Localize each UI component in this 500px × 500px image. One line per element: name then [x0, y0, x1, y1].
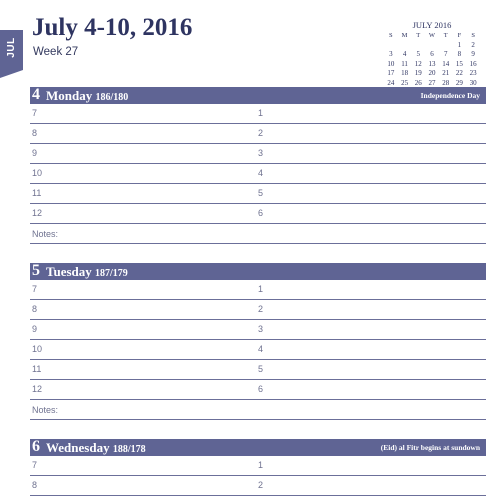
holiday-label: (Eid) al Fitr begins at sundown — [380, 443, 480, 452]
time-label-pm: 6 — [258, 208, 264, 218]
time-row[interactable] — [30, 320, 486, 340]
notes-label: Notes: — [32, 229, 59, 239]
time-label-am: 8 — [32, 128, 38, 138]
notes-row[interactable] — [30, 400, 486, 420]
time-label-am: 8 — [32, 480, 38, 490]
day-name-wrap — [46, 264, 128, 280]
time-row[interactable] — [30, 300, 486, 320]
time-row[interactable] — [30, 204, 486, 224]
time-label-pm: 2 — [258, 128, 264, 138]
time-label-am: 10 — [32, 168, 43, 178]
page-title: July 4-10, 2016 — [32, 14, 193, 41]
day-name-wrap — [46, 440, 146, 456]
mini-calendar-date[interactable]: 29 — [455, 78, 463, 87]
time-label-pm: 5 — [258, 188, 264, 198]
day-count: 187/179 — [95, 268, 128, 279]
mini-calendar-date[interactable]: 28 — [442, 78, 450, 87]
notes-row[interactable] — [30, 224, 486, 244]
mini-calendar-date[interactable]: 4 — [402, 50, 407, 59]
time-label-pm: 1 — [258, 284, 264, 294]
day-name-wrap — [46, 88, 128, 104]
time-label-pm: 4 — [258, 344, 264, 354]
mini-calendar-title: JULY 2016 — [412, 20, 452, 30]
day-name: Wednesday — [46, 440, 110, 455]
mini-calendar-date[interactable]: 24 — [387, 78, 395, 87]
mini-calendar-date[interactable]: 13 — [428, 59, 436, 68]
day-header — [30, 439, 486, 456]
day-section-monday — [30, 87, 486, 244]
day-section-tuesday — [30, 263, 486, 420]
time-label-pm: 4 — [258, 168, 264, 178]
mini-calendar-date[interactable]: 27 — [428, 78, 436, 87]
mini-calendar-date — [411, 41, 425, 51]
mini-calendar-date[interactable]: 14 — [442, 59, 450, 68]
notes-label: Notes: — [32, 405, 59, 415]
mini-calendar-date[interactable]: 12 — [414, 59, 422, 68]
holiday-label: Independence Day — [420, 91, 480, 100]
time-label-pm: 1 — [258, 460, 264, 470]
time-label-am: 9 — [32, 148, 38, 158]
day-count: 186/180 — [95, 92, 129, 103]
time-label-pm: 6 — [258, 384, 264, 394]
mini-calendar-date[interactable]: 6 — [430, 50, 434, 59]
mini-calendar-date — [384, 41, 398, 51]
time-label-am: 12 — [32, 384, 43, 394]
month-tab[interactable] — [0, 30, 23, 70]
mini-calendar-date[interactable]: 2 — [471, 40, 475, 49]
time-label-am: 7 — [32, 460, 38, 470]
mini-calendar-date[interactable]: 11 — [401, 59, 408, 68]
mini-calendar-date[interactable]: 22 — [455, 69, 463, 78]
time-row[interactable] — [30, 476, 486, 496]
time-row[interactable] — [30, 360, 486, 380]
time-row[interactable] — [30, 124, 486, 144]
mini-calendar-date[interactable]: 19 — [414, 69, 422, 78]
time-label-pm: 3 — [258, 148, 264, 158]
time-row[interactable] — [30, 144, 486, 164]
time-label-am: 11 — [32, 188, 42, 198]
mini-calendar-date[interactable]: 25 — [401, 78, 409, 87]
time-label-am: 10 — [32, 344, 43, 354]
mini-calendar-date[interactable]: 5 — [416, 50, 421, 59]
time-row[interactable] — [30, 340, 486, 360]
mini-calendar-date[interactable]: 26 — [414, 78, 422, 87]
time-label-am: 8 — [32, 304, 38, 314]
mini-calendar-date — [439, 41, 453, 51]
time-label-am: 9 — [32, 324, 38, 334]
time-row[interactable] — [30, 164, 486, 184]
mini-calendar-date[interactable]: 20 — [428, 69, 436, 78]
time-row[interactable] — [30, 280, 486, 300]
day-name: Monday — [46, 88, 93, 103]
mini-calendar-date[interactable]: 17 — [387, 69, 395, 78]
time-label-pm: 2 — [258, 304, 264, 314]
mini-calendar-date[interactable]: 1 — [457, 40, 462, 49]
day-section-wednesday — [30, 439, 486, 496]
mini-calendar-date[interactable]: 7 — [443, 50, 448, 59]
mini-calendar-date[interactable]: 10 — [387, 59, 395, 68]
mini-calendar-date — [398, 41, 412, 51]
time-row[interactable] — [30, 184, 486, 204]
mini-calendar-date — [425, 41, 439, 51]
week-label: Week 27 — [33, 46, 79, 58]
mini-calendar-date[interactable]: 21 — [442, 69, 450, 78]
time-row[interactable] — [30, 380, 486, 400]
day-header — [30, 263, 486, 280]
time-label-pm: 2 — [258, 480, 264, 490]
day-number: 5 — [32, 262, 40, 279]
time-label-am: 11 — [32, 364, 42, 374]
day-number: 4 — [32, 86, 40, 103]
mini-calendar-date[interactable]: 23 — [469, 69, 477, 78]
mini-calendar-date[interactable]: 16 — [469, 59, 477, 68]
day-header — [30, 87, 486, 104]
day-number: 6 — [32, 438, 40, 455]
mini-calendar-dow: W — [428, 32, 436, 39]
mini-calendar-date[interactable]: 30 — [469, 78, 477, 87]
day-count: 188/178 — [112, 444, 146, 455]
time-label-pm: 5 — [258, 364, 264, 374]
mini-calendar-dow: M — [401, 32, 408, 39]
time-label-am: 7 — [32, 108, 38, 118]
mini-calendar-date[interactable]: 8 — [457, 50, 462, 59]
day-name: Tuesday — [46, 264, 92, 279]
time-row[interactable] — [30, 456, 486, 476]
mini-calendar-dow: S — [471, 32, 475, 39]
mini-calendar-dow: F — [457, 32, 462, 39]
mini-calendar-dow: T — [416, 32, 421, 39]
time-label-pm: 3 — [258, 324, 264, 334]
mini-calendar-date[interactable]: 9 — [471, 50, 475, 59]
mini-calendar-date[interactable]: 18 — [401, 69, 409, 78]
time-label-am: 12 — [32, 208, 43, 218]
mini-calendar-date[interactable]: 15 — [455, 59, 463, 68]
mini-calendar-dow: T — [443, 32, 448, 39]
time-row[interactable] — [30, 104, 486, 124]
mini-calendar-dow: S — [389, 32, 393, 39]
time-label-am: 7 — [32, 284, 38, 294]
mini-calendar-date[interactable]: 3 — [389, 50, 393, 59]
month-tab-label: JUL — [6, 37, 17, 58]
time-label-pm: 1 — [258, 108, 264, 118]
